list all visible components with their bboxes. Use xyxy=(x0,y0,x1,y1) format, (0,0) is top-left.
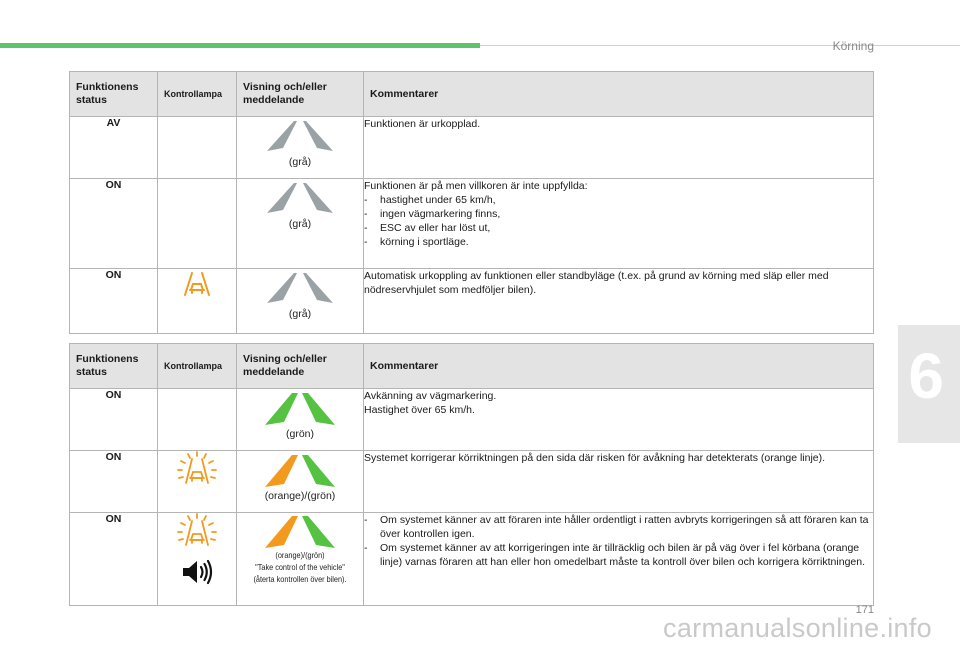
comment-cell xyxy=(364,389,874,451)
comment-line: Hastighet över 65 km/h. xyxy=(364,404,475,416)
lane-lines-grey-icon xyxy=(250,269,350,307)
list-item: - Om systemet känner av att korrigeringen inte är tillräcklig och bilen är på väg över i fel körbana (orange linje) varnas föraren att han eller hon omedelbart måste ta kontroll över bilen och korrigera körriktningen. xyxy=(364,541,873,569)
col-status: Funktionens status xyxy=(70,344,158,389)
comment-line: Avkänning av vägmarkering. xyxy=(364,390,497,402)
lamp-cell xyxy=(158,451,237,513)
display-cell xyxy=(237,389,364,451)
section-color-bar xyxy=(0,43,480,48)
lamp-cell xyxy=(158,117,237,179)
display-message-translation: (återta kontrollen över bilen). xyxy=(253,574,347,584)
condition-list xyxy=(364,193,873,249)
status-table-2 xyxy=(69,343,874,606)
list-item: - Om systemet känner av att föraren inte håller ordentligt i ratten avbryts korrigeringen så att föraren kan ta över kontrollen igen. xyxy=(364,513,873,541)
lane-lines-grey-icon xyxy=(250,117,350,155)
table-row xyxy=(70,389,874,451)
display-cell xyxy=(237,179,364,269)
col-kommentarer: Kommentarer xyxy=(364,72,874,117)
header-rule xyxy=(480,45,960,46)
table-header-row xyxy=(70,344,874,389)
display-message: "Take control of the vehicle" xyxy=(255,562,345,572)
status-cell: ON xyxy=(70,451,158,513)
status-table-1 xyxy=(69,71,874,334)
table-row xyxy=(70,179,874,269)
table-row xyxy=(70,513,874,606)
display-caption: (grå) xyxy=(288,218,312,230)
col-status: Funktionens status xyxy=(70,72,158,117)
lane-keep-warning-lamp-icon xyxy=(180,269,214,299)
display-caption: (orange)/(grön) xyxy=(264,490,336,502)
lane-correction-lamp-icon xyxy=(175,513,219,549)
table-row xyxy=(70,269,874,334)
lamp-cell xyxy=(158,389,237,451)
list-item: - ESC av eller har löst ut, xyxy=(364,221,873,235)
lamp-cell xyxy=(158,513,237,606)
lamp-cell xyxy=(158,269,237,334)
display-cell xyxy=(237,117,364,179)
status-cell: ON xyxy=(70,513,158,606)
page-number: 171 xyxy=(855,604,874,616)
lane-lines-green-icon xyxy=(250,389,350,427)
col-kontroll: Kontrollampa xyxy=(158,344,237,389)
display-cell xyxy=(237,451,364,513)
table-header-row xyxy=(70,72,874,117)
col-visning: Visning och/eller meddelande xyxy=(237,72,364,117)
display-cell xyxy=(237,513,364,606)
speaker-icon xyxy=(180,558,214,586)
comment-list xyxy=(364,513,873,569)
status-cell: AV xyxy=(70,117,158,179)
display-caption: (orange)/(grön) xyxy=(275,550,325,560)
lamp-cell xyxy=(158,179,237,269)
table-row xyxy=(70,117,874,179)
display-caption: (grå) xyxy=(288,308,312,320)
col-kontroll: Kontrollampa xyxy=(158,72,237,117)
comment-cell: Systemet korrigerar körriktningen på den sida där risken för avåkning har detekterats (orange linje). xyxy=(364,451,874,513)
lane-lines-orange-green-icon xyxy=(250,513,350,549)
lane-lines-grey-icon xyxy=(250,179,350,217)
col-visning: Visning och/eller meddelande xyxy=(237,344,364,389)
display-cell xyxy=(237,269,364,334)
table-row xyxy=(70,451,874,513)
list-item: - hastighet under 65 km/h, xyxy=(364,193,873,207)
section-title: Körning xyxy=(832,39,874,53)
col-kommentarer: Kommentarer xyxy=(364,344,874,389)
comment-cell xyxy=(364,179,874,269)
comment-cell xyxy=(364,513,874,606)
lane-lines-orange-green-icon xyxy=(250,451,350,489)
status-cell: ON xyxy=(70,269,158,334)
display-caption: (grå) xyxy=(288,156,312,168)
comment-cell: Funktionen är urkopplad. xyxy=(364,117,874,179)
chapter-number: 6 xyxy=(908,340,944,412)
list-item: - körning i sportläge. xyxy=(364,235,873,249)
watermark: carmanualsonline.info xyxy=(663,613,932,643)
comment-intro: Funktionen är på men villkoren är inte uppfyllda: xyxy=(364,180,588,192)
status-cell: ON xyxy=(70,179,158,269)
display-caption: (grön) xyxy=(285,428,314,440)
lane-correction-lamp-icon xyxy=(175,451,219,487)
list-item: - ingen vägmarkering finns, xyxy=(364,207,873,221)
comment-cell: Automatisk urkoppling av funktionen eller standbyläge (t.ex. på grund av körning med släp eller med nödreservhjulet som medföljer bilen). xyxy=(364,269,874,334)
status-cell: ON xyxy=(70,389,158,451)
